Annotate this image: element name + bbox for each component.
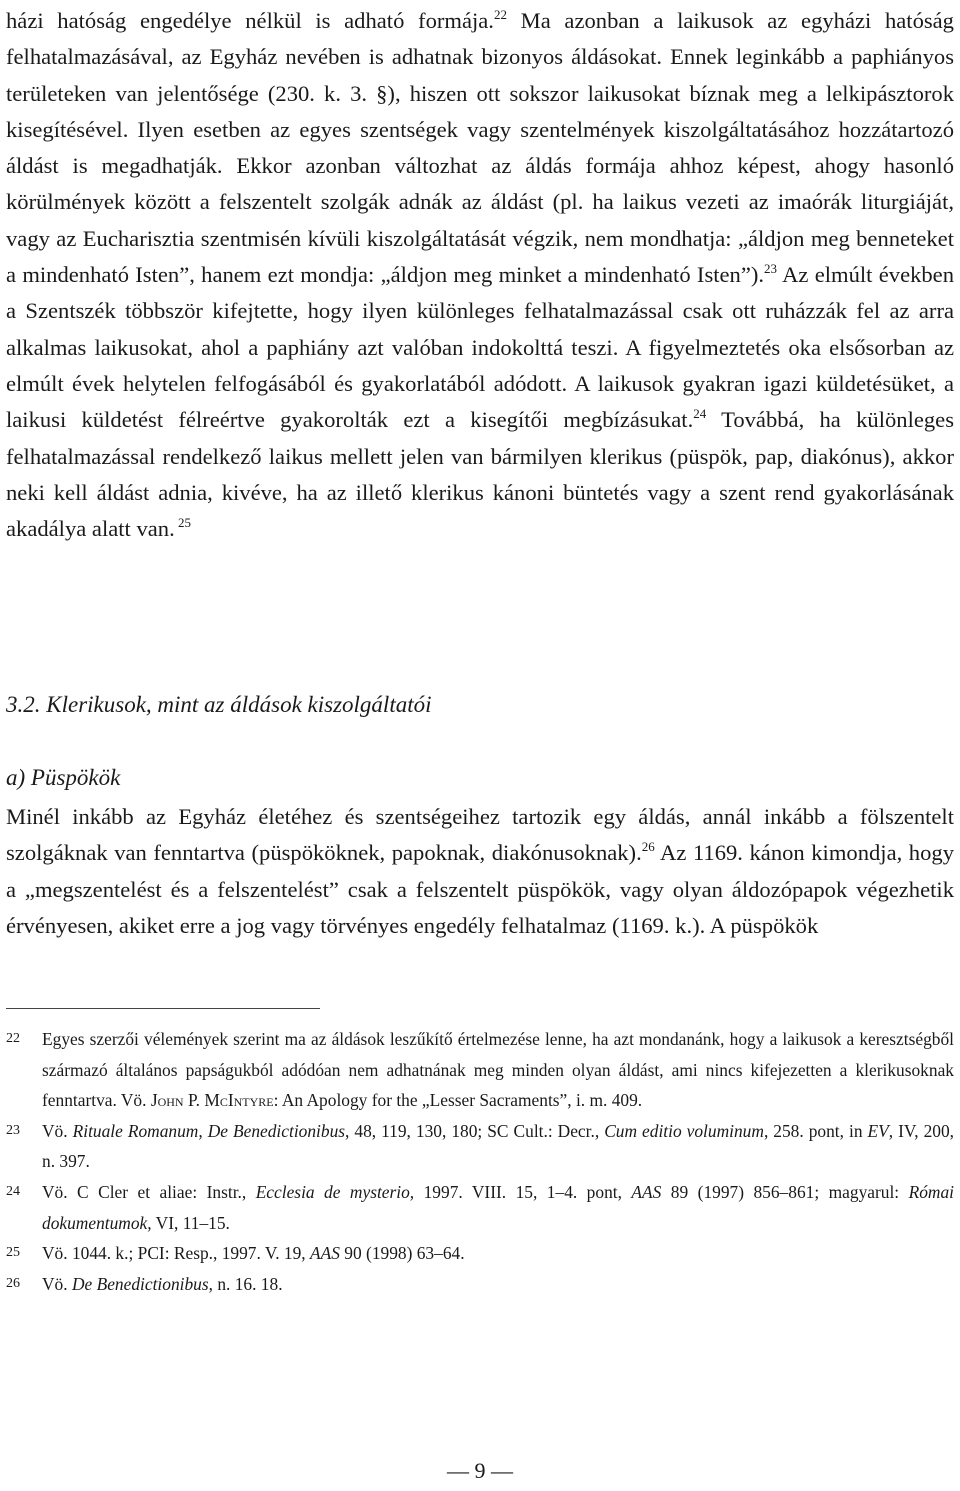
page-number: — 9 —	[447, 1458, 513, 1483]
footnote-number: 26	[6, 1275, 20, 1291]
footnote-text	[42, 1116, 954, 1177]
author-name: John P. McIntyre	[150, 1090, 274, 1111]
text-run: házi hatóság engedélye nélkül is adható formája.	[6, 8, 494, 33]
footnote-number: 22	[6, 1031, 20, 1046]
text-run: , n. 16. 18.	[208, 1273, 283, 1294]
text-run: Az 1169. kánon kimondja, hogy a „megszentelést és a felszentelést” csak a felszentelt püspökök, vagy olyan áldozópapok végezhetik érvényesen, akiket erre a jog vagy törvényes engedély felhatalmaz (1169. k.). A püspökök	[6, 840, 954, 938]
italic-title: Római dokumentumok,	[42, 1181, 954, 1233]
footnote-25	[6, 1238, 954, 1269]
subsection-heading: a) Püspökök	[6, 765, 121, 790]
italic-title: AAS	[309, 1243, 340, 1264]
text-run: , IV, 200, n. 397.	[42, 1120, 955, 1172]
text-run: VI, 11–15.	[151, 1212, 230, 1233]
text-run: 89 (1997) 856–861; magyarul:	[661, 1181, 909, 1202]
text-run: 90 (1998) 63–64.	[339, 1243, 465, 1264]
italic-title: De Benedictionibus	[71, 1273, 209, 1294]
text-run: Vö. 1044. k.; PCI: Resp., 1997. V. 19,	[42, 1243, 310, 1264]
footnote-ref-24[interactable]: 24	[693, 406, 707, 422]
text-run: Egyes szerzői vélemények szerint ma az áldások leszűkítő értelmezése lenne, ha azt mondanánk, hogy a laikusok a keresztségből származó általános papságukból adódóan nem adhatnának meg minden olyan áldást, ami nincs kifejezetten a klerikusoknak fenntartva. Vö.	[42, 1029, 954, 1111]
body-paragraph-1	[6, 3, 954, 547]
text-run: Vö.	[42, 1120, 73, 1141]
footnote-23	[6, 1116, 954, 1177]
footnote-22	[6, 1024, 954, 1116]
footnote-text	[42, 1024, 954, 1116]
footnotes	[6, 1024, 954, 1299]
footnote-26	[6, 1269, 954, 1300]
footnote-ref-23[interactable]: 23	[764, 261, 778, 277]
footnote-24	[6, 1177, 954, 1238]
text-run: Vö.	[42, 1273, 72, 1294]
footnote-text	[42, 1269, 954, 1300]
italic-title: Rituale Romanum, De Benedictionibus	[72, 1120, 346, 1141]
section-heading: 3.2. Klerikusok, mint az áldások kiszolgáltatói	[6, 692, 432, 717]
footnote-number: 25	[6, 1245, 20, 1261]
italic-title: Ecclesia de mysterio,	[255, 1181, 415, 1202]
footnote-ref-26[interactable]: 26	[641, 839, 655, 855]
footnote-text	[42, 1238, 954, 1269]
text-run: Továbbá, ha különleges felhatalmazással rendelkező laikus mellett jelen van bármilyen klerikus (püspök, pap, diakónus), akkor neki kell áldást adnia, kivéve, ha az illető klerikus kánoni büntetés vagy a szent rend gyakorlásának akadálya alatt van.	[6, 407, 954, 542]
italic-title: AAS	[631, 1181, 662, 1202]
text-run: Vö. C Cler et aliae: Instr.,	[42, 1181, 256, 1202]
text-run: 1997. VIII. 15, 1–4. pont,	[414, 1181, 632, 1202]
footnote-ref-22[interactable]: 22	[493, 7, 507, 22]
italic-title: EV	[867, 1120, 889, 1141]
footnote-separator	[6, 1008, 320, 1009]
paragraph-text	[6, 799, 954, 944]
text-run: Minél inkább az Egyház életéhez és szentségeihez tartozik egy áldás, annál inkább a fölszentelt szolgáknak van fenntartva (püspököknek, papoknak, diakónusoknak).	[6, 804, 954, 866]
paragraph-text	[6, 3, 954, 547]
footnote-ref-25[interactable]: 25	[174, 515, 191, 531]
text-run: Ma azonban a laikusok az egyházi hatóság felhatalmazásával, az Egyház nevében is adhatnak bizonyos áldásokat. Ennek leginkább a paphiányos területeken van jelentősége (230. k. 3. §), hiszen ott sokszor laikusokat bíznak meg a lelkipásztorok kisegítésével. Ilyen esetben az egyes szentségek vagy szentelmények kiszolgáltatásához hozzátartozó áldást is megadhatják. Ekkor azonban változhat az áldás formája ahhoz képest, ahogy hasonló körülmények között a felszentelt szolgák adnák az áldást (pl. ha laikus vezeti az imaórák liturgiáját, vagy az Eucharisztia szentmisén kívüli kiszolgáltatását végzik, nem mondhatja: „áldjon meg benneteket a mindenható Isten”, hanem ezt mondja: „áldjon meg minket a mindenható Isten”).	[6, 8, 954, 288]
text-run: , 258. pont, in	[763, 1120, 868, 1141]
text-run: : An Apology for the „Lesser Sacraments”, i. m. 409.	[273, 1090, 643, 1111]
text-run: Az elmúlt években a Szentszék többször kifejtette, hogy ilyen különleges felhatalmazással csak ott ruházzák fel az arra alkalmas laikusokat, ahol a paphiány azt valóban indokolttá teszi. A figyelmeztetés oka elsősorban az elmúlt évek helytelen felfogásából és gyakorlatából adódott. A laikusok gyakran igazi küldetésüket, a laikusi küldetést félreértve gyakorolták ezt a kisegítői megbízásukat.	[6, 262, 955, 433]
body-paragraph-2	[6, 799, 954, 944]
footnote-text	[42, 1177, 954, 1238]
footnote-number: 23	[6, 1122, 20, 1138]
text-run: , 48, 119, 130, 180; SC Cult.: Decr.,	[345, 1120, 605, 1141]
italic-title: Cum editio voluminum	[604, 1120, 764, 1141]
footnote-number: 24	[6, 1183, 20, 1199]
